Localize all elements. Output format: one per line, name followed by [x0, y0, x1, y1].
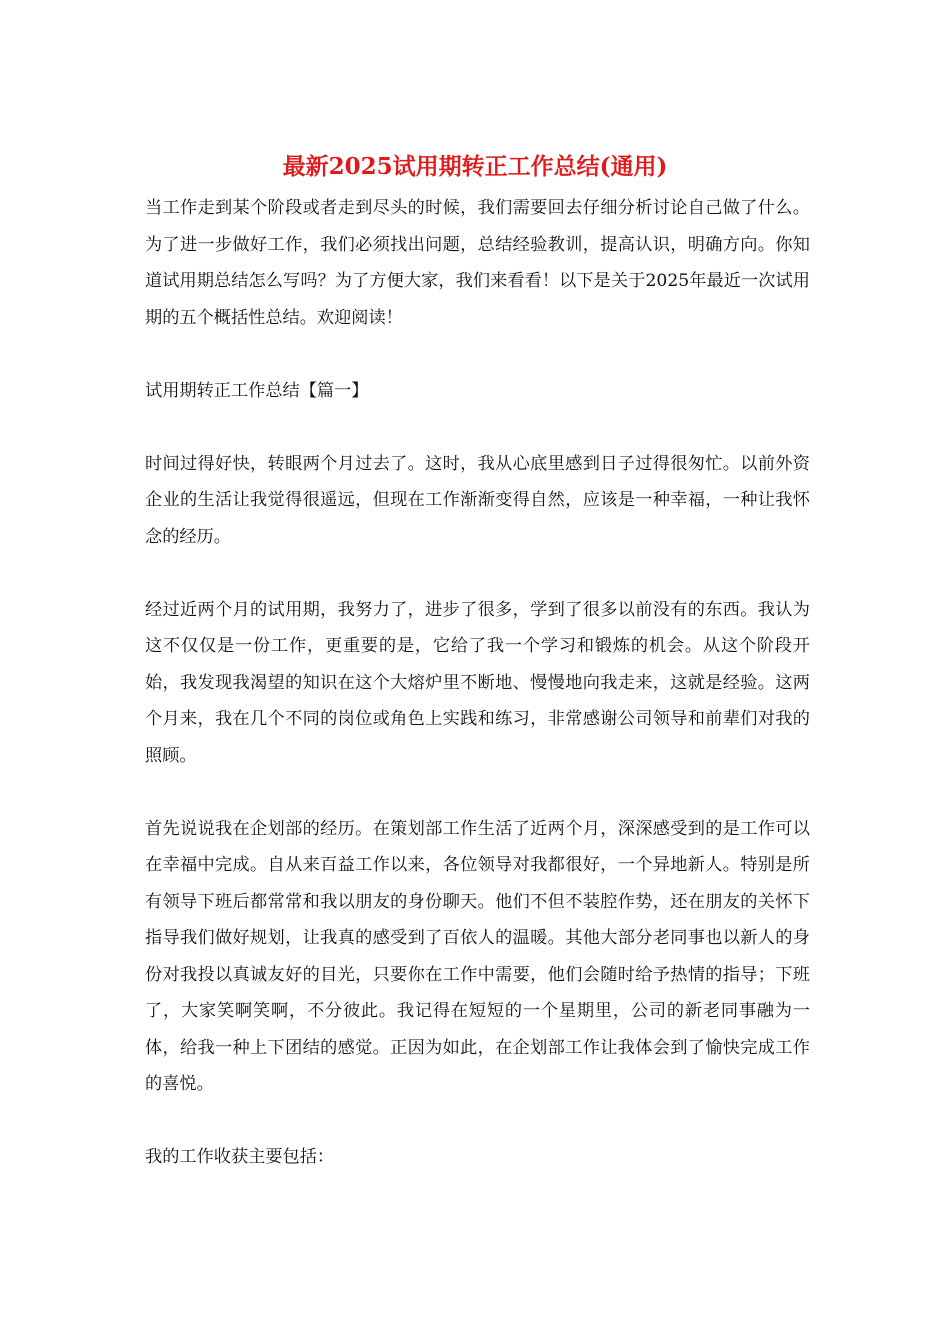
paragraph-spacer [145, 336, 810, 373]
body-paragraph-1: 时间过得好快，转眼两个月过去了。这时，我从心底里感到日子过得很匆忙。以前外资企业的生活让我觉得很遥远，但现在工作渐渐变得自然，应该是一种幸福，一种让我怀念的经历。 [145, 453, 810, 547]
paragraph-spacer [145, 409, 810, 446]
section-heading: 试用期转正工作总结【篇一】 [145, 380, 369, 401]
body-paragraph-2: 经过近两个月的试用期，我努力了，进步了很多，学到了很多以前没有的东西。我认为这不仅仅是一份工作，更重要的是，它给了我一个学习和锻炼的机会。从这个阶段开始，我发现我渴望的知识在这个大熔炉里不断地、慢慢地向我走来，这就是经验。这两个月来，我在几个不同的岗位或角色上实践和练习，非常感谢公司领导和前辈们对我的照顾。 [145, 599, 810, 766]
intro-paragraph: 当工作走到某个阶段或者走到尽头的时候，我们需要回去仔细分析讨论自己做了什么。为了进一步做好工作，我们必须找出问题，总结经验教训，提高认识，明确方向。你知道试用期总结怎么写吗？为了方便大家，我们来看看！以下是关于2025年最近一次试用期的五个概括性总结。欢迎阅读！ [145, 198, 810, 328]
document-body [145, 190, 810, 1176]
paragraph-spacer [145, 774, 810, 811]
body-paragraph-3: 首先说说我在企划部的经历。在策划部工作生活了近两个月，深深感受到的是工作可以在幸福中完成。自从来百益工作以来，各位领导对我都很好，一个异地新人。特别是所有领导下班后都常常和我以朋友的身份聊天。他们不但不装腔作势，还在朋友的关怀下指导我们做好规划，让我真的感受到了百依人的温暖。其他大部分老同事也以新人的身份对我投以真诚友好的目光，只要你在工作中需要，他们会随时给予热情的指导；下班了，大家笑啊笑啊，不分彼此。我记得在短短的一个星期里，公司的新老同事融为一体，给我一种上下团结的感觉。正因为如此，在企划部工作让我体会到了愉快完成工作的喜悦。 [145, 818, 810, 1094]
body-paragraph-4: 我的工作收获主要包括： [145, 1147, 335, 1167]
paragraph-spacer [145, 1103, 810, 1140]
document-title: 最新2025试用期转正工作总结(通用) [282, 153, 668, 180]
paragraph-spacer [145, 555, 810, 592]
